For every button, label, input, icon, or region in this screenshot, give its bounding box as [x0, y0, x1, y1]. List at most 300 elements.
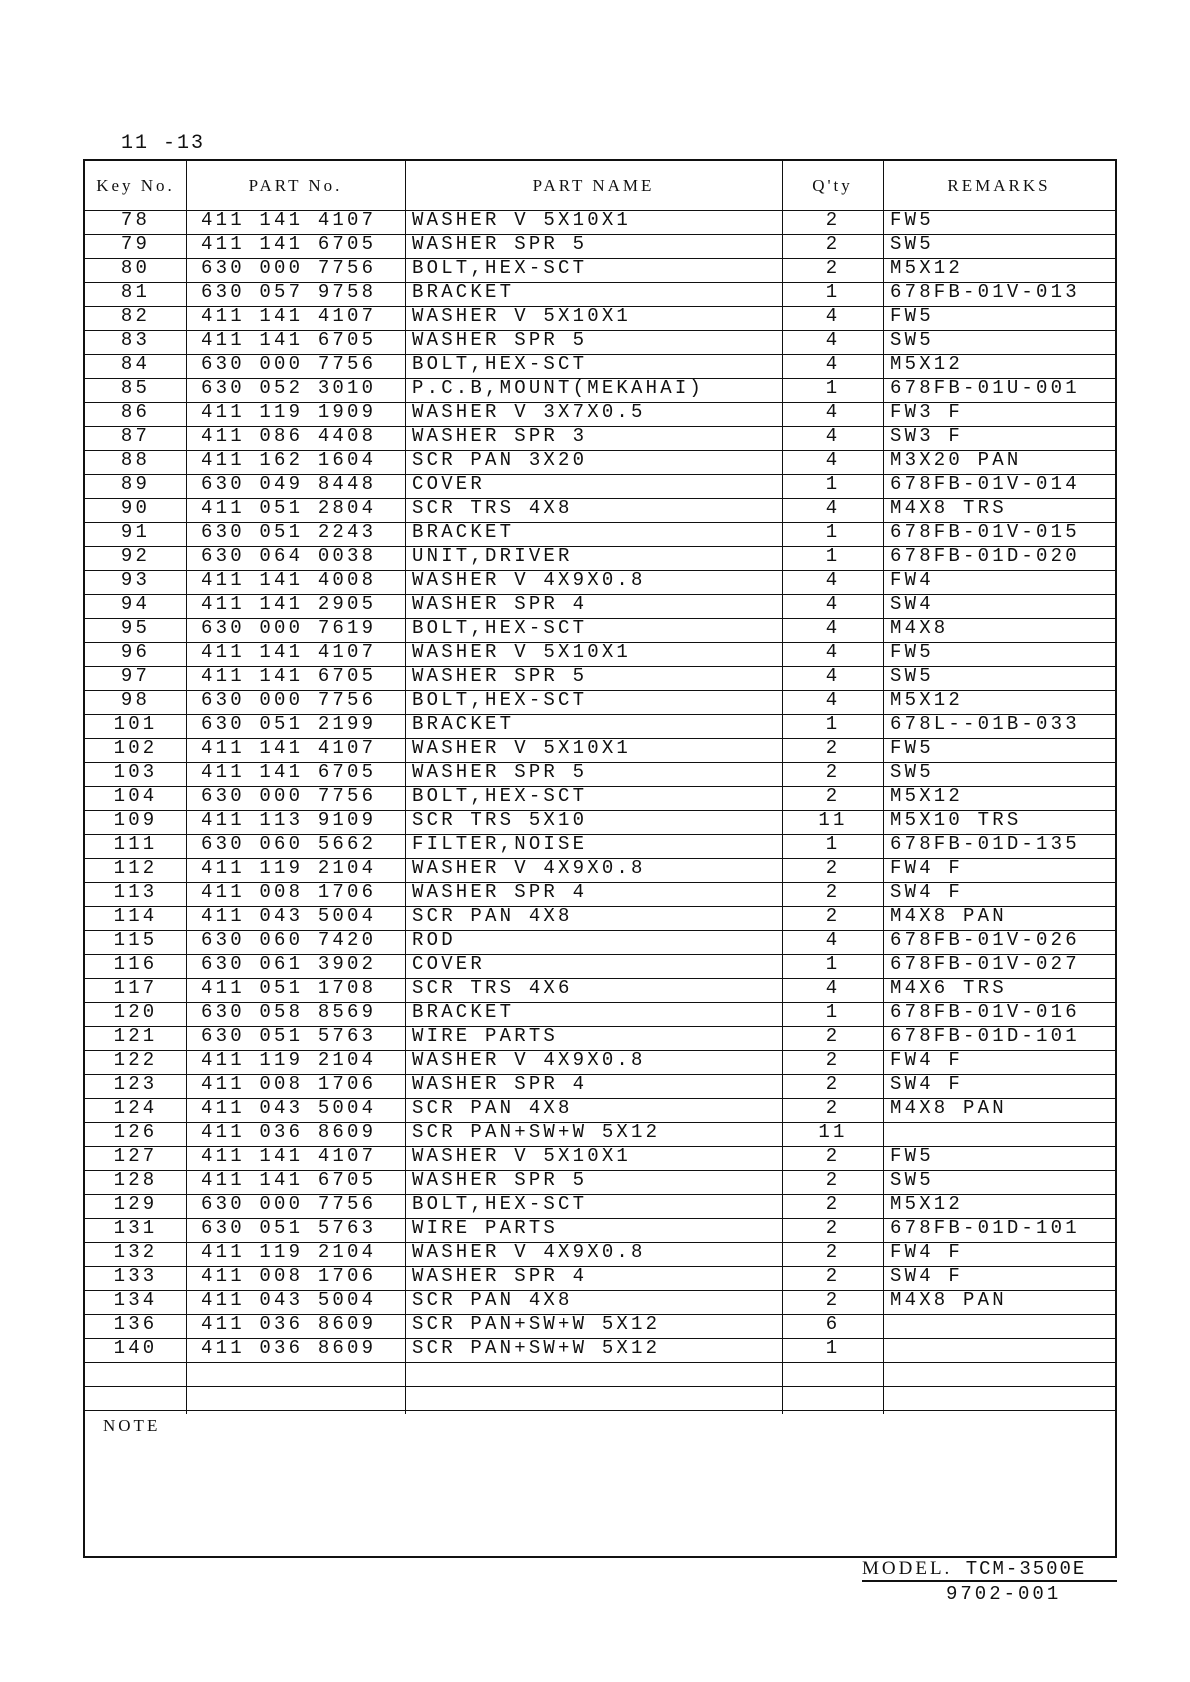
cell-part-name: UNIT,DRIVER [412, 545, 573, 567]
cell-key-no: 136 [113, 1313, 158, 1335]
table-row [85, 402, 1115, 426]
cell-part-name: BOLT,HEX-SCT [412, 785, 588, 807]
cell-part-name: WASHER SPR 5 [412, 761, 588, 783]
cell-remarks: M4X6 TRS [890, 977, 1007, 999]
cell-key-no: 133 [113, 1265, 158, 1287]
cell-part-no: 630 000 7756 [201, 1193, 377, 1215]
table-row [85, 690, 1115, 714]
cell-key-no: 79 [120, 233, 151, 255]
cell-key-no: 116 [113, 953, 158, 975]
cell-part-name: SCR PAN+SW+W 5X12 [412, 1313, 661, 1335]
cell-part-no: 411 043 5004 [201, 1289, 377, 1311]
cell-part-name: BRACKET [412, 281, 515, 303]
cell-key-no: 82 [120, 305, 151, 327]
cell-part-name: SCR PAN 3X20 [412, 449, 588, 471]
cell-remarks: M5X12 [890, 785, 964, 807]
cell-part-name: COVER [412, 473, 486, 495]
table-row [85, 1098, 1115, 1122]
cell-qty: 2 [825, 1169, 841, 1191]
cell-remarks: SW5 [890, 329, 934, 351]
cell-qty: 11 [818, 1121, 848, 1143]
table-row [85, 1314, 1115, 1338]
cell-remarks: FW5 [890, 209, 934, 231]
cell-part-no: 411 119 1909 [201, 401, 377, 423]
cell-key-no: 114 [113, 905, 158, 927]
cell-key-no: 127 [113, 1145, 158, 1167]
cell-qty: 1 [825, 521, 841, 543]
cell-part-no: 411 051 2804 [201, 497, 377, 519]
cell-part-no: 411 036 8609 [201, 1337, 377, 1359]
table-row [85, 618, 1115, 642]
table-row [85, 258, 1115, 282]
cell-qty: 2 [825, 1241, 841, 1263]
cell-remarks: 678FB-01V-027 [890, 953, 1080, 975]
cell-key-no: 91 [120, 521, 151, 543]
table-row [85, 234, 1115, 258]
cell-key-no: 134 [113, 1289, 158, 1311]
cell-qty: 4 [825, 305, 841, 327]
table-row [85, 762, 1115, 786]
header-key-no: Key No. [96, 176, 175, 195]
cell-part-no: 630 057 9758 [201, 281, 377, 303]
cell-remarks: SW3 F [890, 425, 964, 447]
cell-key-no: 111 [113, 833, 158, 855]
page-number: 11 -13 [121, 132, 206, 155]
cell-part-name: WASHER V 3X7X0.5 [412, 401, 646, 423]
cell-part-name: BRACKET [412, 521, 515, 543]
cell-qty: 2 [825, 785, 841, 807]
cell-qty: 4 [825, 449, 841, 471]
table-row [85, 282, 1115, 306]
row-divider [85, 1386, 1115, 1387]
table-row [85, 1242, 1115, 1266]
table-row [85, 1002, 1115, 1026]
table-row [85, 354, 1115, 378]
cell-qty: 1 [825, 377, 841, 399]
cell-remarks: M3X20 PAN [890, 449, 1022, 471]
cell-key-no: 89 [120, 473, 151, 495]
header-remarks: REMARKS [947, 176, 1051, 195]
cell-part-no: 630 052 3010 [201, 377, 377, 399]
cell-part-no: 411 119 2104 [201, 857, 377, 879]
cell-remarks: 678FB-01D-101 [890, 1025, 1080, 1047]
cell-qty: 4 [825, 665, 841, 687]
table-row [85, 642, 1115, 666]
cell-part-no: 411 119 2104 [201, 1049, 377, 1071]
cell-key-no: 101 [113, 713, 158, 735]
cell-part-name: BRACKET [412, 1001, 515, 1023]
cell-key-no: 83 [120, 329, 151, 351]
cell-key-no: 120 [113, 1001, 158, 1023]
cell-part-no: 630 061 3902 [201, 953, 377, 975]
cell-part-no: 630 000 7756 [201, 257, 377, 279]
table-row [85, 858, 1115, 882]
cell-part-no: 411 008 1706 [201, 1073, 377, 1095]
table-row [85, 810, 1115, 834]
header-part-no: PART No. [248, 176, 343, 195]
table-row [85, 882, 1115, 906]
cell-part-name: WASHER V 4X9X0.8 [412, 1241, 646, 1263]
cell-part-name: ROD [412, 929, 456, 951]
cell-qty: 2 [825, 1049, 841, 1071]
cell-key-no: 122 [113, 1049, 158, 1071]
cell-remarks: M4X8 [890, 617, 949, 639]
cell-qty: 2 [825, 1217, 841, 1239]
cell-remarks: FW4 F [890, 1049, 964, 1071]
cell-part-no: 630 060 5662 [201, 833, 377, 855]
cell-part-no: 411 051 1708 [201, 977, 377, 999]
table-row [85, 306, 1115, 330]
table-row [85, 210, 1115, 234]
cell-part-name: BOLT,HEX-SCT [412, 353, 588, 375]
table-row [85, 1218, 1115, 1242]
table-row [85, 1122, 1115, 1146]
cell-qty: 2 [825, 1289, 841, 1311]
cell-part-name: BOLT,HEX-SCT [412, 689, 588, 711]
cell-part-no: 411 043 5004 [201, 905, 377, 927]
cell-part-no: 411 141 6705 [201, 665, 377, 687]
cell-part-no: 630 051 5763 [201, 1217, 377, 1239]
cell-key-no: 86 [120, 401, 151, 423]
cell-key-no: 140 [113, 1337, 158, 1359]
cell-remarks: 678FB-01D-135 [890, 833, 1080, 855]
cell-remarks: M5X12 [890, 689, 964, 711]
cell-remarks: FW4 [890, 569, 934, 591]
table-row [85, 1170, 1115, 1194]
cell-qty: 4 [825, 617, 841, 639]
cell-remarks: SW5 [890, 761, 934, 783]
cell-key-no: 124 [113, 1097, 158, 1119]
cell-part-no: 411 162 1604 [201, 449, 377, 471]
cell-part-name: WASHER V 5X10X1 [412, 1145, 632, 1167]
table-row [85, 1338, 1115, 1362]
cell-part-no: 411 036 8609 [201, 1121, 377, 1143]
cell-qty: 1 [825, 545, 841, 567]
table-row [85, 378, 1115, 402]
cell-qty: 2 [825, 857, 841, 879]
cell-key-no: 85 [120, 377, 151, 399]
cell-key-no: 121 [113, 1025, 158, 1047]
cell-qty: 4 [825, 929, 841, 951]
table-row [85, 1194, 1115, 1218]
cell-qty: 1 [825, 281, 841, 303]
table-row [85, 498, 1115, 522]
table-row [85, 426, 1115, 450]
cell-part-name: WASHER V 4X9X0.8 [412, 857, 646, 879]
document-number: 9702-001 [946, 1583, 1062, 1605]
cell-remarks: FW5 [890, 641, 934, 663]
cell-qty: 2 [825, 1073, 841, 1095]
cell-key-no: 84 [120, 353, 151, 375]
cell-part-name: WASHER V 4X9X0.8 [412, 1049, 646, 1071]
cell-part-name: SCR PAN 4X8 [412, 1289, 573, 1311]
table-row [85, 930, 1115, 954]
cell-part-no: 630 064 0038 [201, 545, 377, 567]
cell-qty: 2 [825, 1097, 841, 1119]
cell-key-no: 117 [113, 977, 158, 999]
cell-qty: 1 [825, 473, 841, 495]
cell-part-no: 630 049 8448 [201, 473, 377, 495]
cell-part-no: 630 060 7420 [201, 929, 377, 951]
cell-key-no: 96 [120, 641, 151, 663]
cell-remarks: 678FB-01V-014 [890, 473, 1080, 495]
cell-part-name: COVER [412, 953, 486, 975]
table-row [85, 1266, 1115, 1290]
cell-part-name: BOLT,HEX-SCT [412, 257, 588, 279]
cell-qty: 2 [825, 737, 841, 759]
cell-part-no: 411 113 9109 [201, 809, 377, 831]
cell-qty: 1 [825, 953, 841, 975]
cell-remarks: M4X8 PAN [890, 905, 1007, 927]
cell-remarks: 678FB-01V-015 [890, 521, 1080, 543]
header-qty: Q'ty [812, 176, 853, 195]
cell-part-name: WASHER V 5X10X1 [412, 641, 632, 663]
cell-remarks: M5X12 [890, 353, 964, 375]
cell-key-no: 98 [120, 689, 151, 711]
cell-key-no: 92 [120, 545, 151, 567]
cell-remarks: M5X12 [890, 257, 964, 279]
table-row [85, 1050, 1115, 1074]
cell-part-no: 411 141 6705 [201, 761, 377, 783]
cell-part-name: WASHER SPR 5 [412, 665, 588, 687]
cell-qty: 4 [825, 977, 841, 999]
cell-remarks: FW5 [890, 1145, 934, 1167]
cell-remarks: M5X10 TRS [890, 809, 1022, 831]
cell-remarks: SW5 [890, 665, 934, 687]
cell-part-no: 411 141 6705 [201, 329, 377, 351]
table-row [85, 714, 1115, 738]
cell-key-no: 87 [120, 425, 151, 447]
cell-part-no: 630 000 7756 [201, 353, 377, 375]
cell-part-name: WASHER SPR 5 [412, 1169, 588, 1191]
cell-part-no: 411 141 4107 [201, 641, 377, 663]
cell-remarks: FW4 F [890, 1241, 964, 1263]
cell-qty: 2 [825, 761, 841, 783]
cell-part-name: WASHER SPR 4 [412, 1073, 588, 1095]
cell-part-name: WASHER SPR 5 [412, 329, 588, 351]
row-divider [85, 1410, 1115, 1411]
cell-part-name: P.C.B,MOUNT(MEKAHAI) [412, 377, 705, 399]
cell-key-no: 93 [120, 569, 151, 591]
cell-remarks: FW4 F [890, 857, 964, 879]
cell-key-no: 132 [113, 1241, 158, 1263]
cell-qty: 2 [825, 257, 841, 279]
cell-part-no: 411 086 4408 [201, 425, 377, 447]
cell-qty: 4 [825, 641, 841, 663]
table-row [85, 1026, 1115, 1050]
cell-remarks: M4X8 PAN [890, 1289, 1007, 1311]
cell-part-name: WIRE PARTS [412, 1025, 559, 1047]
cell-qty: 11 [818, 809, 848, 831]
cell-part-name: WASHER SPR 4 [412, 881, 588, 903]
cell-part-no: 630 051 2199 [201, 713, 377, 735]
cell-part-no: 411 008 1706 [201, 881, 377, 903]
cell-remarks: SW4 F [890, 1265, 964, 1287]
note-label: NOTE [103, 1416, 161, 1435]
table-row [85, 666, 1115, 690]
table-row [85, 330, 1115, 354]
cell-qty: 2 [825, 1193, 841, 1215]
cell-part-no: 411 119 2104 [201, 1241, 377, 1263]
cell-part-name: SCR PAN+SW+W 5X12 [412, 1121, 661, 1143]
cell-remarks: SW4 F [890, 881, 964, 903]
cell-remarks: 678FB-01V-026 [890, 929, 1080, 951]
table-row [85, 570, 1115, 594]
cell-qty: 4 [825, 593, 841, 615]
cell-key-no: 103 [113, 761, 158, 783]
model-number: TCM-3500E [965, 1558, 1087, 1580]
cell-part-name: WASHER SPR 5 [412, 233, 588, 255]
table-row [85, 786, 1115, 810]
cell-part-no: 630 000 7756 [201, 689, 377, 711]
cell-part-no: 411 141 4107 [201, 1145, 377, 1167]
cell-part-no: 411 141 4008 [201, 569, 377, 591]
cell-part-name: WASHER V 5X10X1 [412, 209, 632, 231]
cell-part-name: FILTER,NOISE [412, 833, 588, 855]
cell-remarks: SW4 [890, 593, 934, 615]
cell-part-name: WASHER SPR 3 [412, 425, 588, 447]
cell-remarks: M4X8 TRS [890, 497, 1007, 519]
cell-key-no: 102 [113, 737, 158, 759]
model-label: MODEL. [862, 1558, 953, 1579]
cell-key-no: 123 [113, 1073, 158, 1095]
table-row [85, 474, 1115, 498]
cell-key-no: 131 [113, 1217, 158, 1239]
cell-qty: 1 [825, 1337, 841, 1359]
cell-part-name: SCR TRS 4X6 [412, 977, 573, 999]
cell-key-no: 104 [113, 785, 158, 807]
cell-part-no: 630 000 7619 [201, 617, 377, 639]
table-row [85, 594, 1115, 618]
cell-key-no: 95 [120, 617, 151, 639]
cell-part-name: SCR TRS 5X10 [412, 809, 588, 831]
cell-remarks: M5X12 [890, 1193, 964, 1215]
cell-part-no: 411 141 4107 [201, 737, 377, 759]
cell-key-no: 78 [120, 209, 151, 231]
cell-part-name: SCR PAN+SW+W 5X12 [412, 1337, 661, 1359]
cell-part-no: 411 008 1706 [201, 1265, 377, 1287]
cell-key-no: 109 [113, 809, 158, 831]
cell-key-no: 126 [113, 1121, 158, 1143]
model-block [862, 1558, 1117, 1582]
cell-remarks: 678FB-01V-013 [890, 281, 1080, 303]
cell-qty: 1 [825, 833, 841, 855]
cell-qty: 2 [825, 905, 841, 927]
cell-remarks: FW3 F [890, 401, 964, 423]
cell-part-no: 411 141 4107 [201, 305, 377, 327]
cell-remarks: M4X8 PAN [890, 1097, 1007, 1119]
cell-part-no: 630 000 7756 [201, 785, 377, 807]
cell-qty: 4 [825, 497, 841, 519]
cell-qty: 2 [825, 209, 841, 231]
table-row [85, 1074, 1115, 1098]
cell-part-name: SCR PAN 4X8 [412, 905, 573, 927]
cell-qty: 4 [825, 353, 841, 375]
cell-part-no: 411 141 4107 [201, 209, 377, 231]
cell-qty: 6 [825, 1313, 841, 1335]
header-part-name: PART NAME [532, 176, 655, 195]
cell-qty: 4 [825, 689, 841, 711]
table-row [85, 546, 1115, 570]
cell-part-name: BRACKET [412, 713, 515, 735]
cell-qty: 2 [825, 1145, 841, 1167]
cell-part-no: 411 043 5004 [201, 1097, 377, 1119]
cell-key-no: 80 [120, 257, 151, 279]
cell-key-no: 128 [113, 1169, 158, 1191]
cell-remarks: 678FB-01V-016 [890, 1001, 1080, 1023]
table-row [85, 954, 1115, 978]
cell-part-name: WASHER V 5X10X1 [412, 305, 632, 327]
table-row [85, 906, 1115, 930]
table-row [85, 522, 1115, 546]
cell-qty: 1 [825, 713, 841, 735]
cell-qty: 1 [825, 1001, 841, 1023]
cell-key-no: 129 [113, 1193, 158, 1215]
cell-part-name: BOLT,HEX-SCT [412, 1193, 588, 1215]
table-row [85, 738, 1115, 762]
cell-remarks: SW5 [890, 233, 934, 255]
cell-key-no: 112 [113, 857, 158, 879]
cell-part-name: WASHER V 5X10X1 [412, 737, 632, 759]
cell-key-no: 113 [113, 881, 158, 903]
table-row [85, 1290, 1115, 1314]
cell-remarks: FW5 [890, 737, 934, 759]
cell-key-no: 90 [120, 497, 151, 519]
cell-key-no: 115 [113, 929, 158, 951]
table-row [85, 834, 1115, 858]
cell-remarks: 678L--01B-033 [890, 713, 1080, 735]
cell-part-name: WIRE PARTS [412, 1217, 559, 1239]
cell-part-name: SCR TRS 4X8 [412, 497, 573, 519]
cell-part-name: WASHER SPR 4 [412, 593, 588, 615]
cell-qty: 4 [825, 329, 841, 351]
cell-part-name: WASHER V 4X9X0.8 [412, 569, 646, 591]
cell-part-no: 411 036 8609 [201, 1313, 377, 1335]
cell-part-name: WASHER SPR 4 [412, 1265, 588, 1287]
cell-remarks: SW4 F [890, 1073, 964, 1095]
cell-part-no: 630 051 5763 [201, 1025, 377, 1047]
parts-table [83, 159, 1117, 1558]
cell-remarks: 678FB-01D-020 [890, 545, 1080, 567]
cell-key-no: 94 [120, 593, 151, 615]
cell-key-no: 97 [120, 665, 151, 687]
cell-part-no: 411 141 6705 [201, 1169, 377, 1191]
cell-part-no: 630 058 8569 [201, 1001, 377, 1023]
row-divider [85, 1362, 1115, 1363]
cell-remarks: SW5 [890, 1169, 934, 1191]
cell-qty: 2 [825, 1265, 841, 1287]
cell-part-no: 411 141 6705 [201, 233, 377, 255]
cell-qty: 2 [825, 881, 841, 903]
cell-part-no: 630 051 2243 [201, 521, 377, 543]
cell-qty: 2 [825, 1025, 841, 1047]
cell-remarks: 678FB-01U-001 [890, 377, 1080, 399]
cell-remarks: FW5 [890, 305, 934, 327]
cell-part-name: SCR PAN 4X8 [412, 1097, 573, 1119]
table-row [85, 450, 1115, 474]
cell-qty: 4 [825, 425, 841, 447]
cell-remarks: 678FB-01D-101 [890, 1217, 1080, 1239]
cell-qty: 4 [825, 401, 841, 423]
table-row [85, 1146, 1115, 1170]
cell-part-no: 411 141 2905 [201, 593, 377, 615]
cell-qty: 4 [825, 569, 841, 591]
cell-part-name: BOLT,HEX-SCT [412, 617, 588, 639]
cell-key-no: 88 [120, 449, 151, 471]
cell-key-no: 81 [120, 281, 151, 303]
cell-qty: 2 [825, 233, 841, 255]
table-row [85, 978, 1115, 1002]
